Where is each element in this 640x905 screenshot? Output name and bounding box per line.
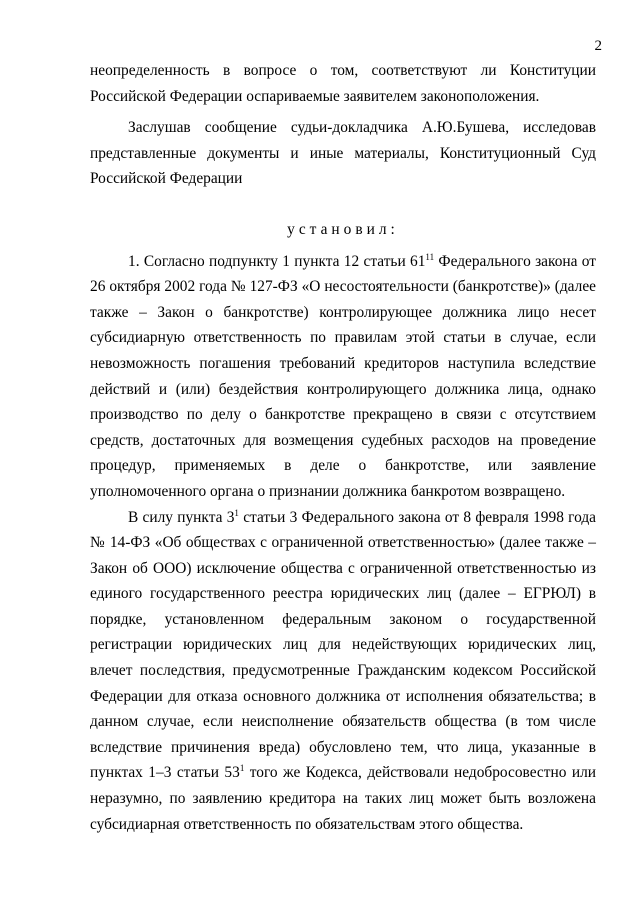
page-number: 2 xyxy=(594,38,602,54)
paragraph-2-superscript-a: 1 xyxy=(234,507,239,518)
paragraph-1-superscript: 11 xyxy=(425,251,435,262)
paragraph-1-text-a: 1. Согласно подпункту 1 пункта 12 статьи 61 xyxy=(128,252,426,270)
paragraph-1 xyxy=(90,249,596,505)
paragraph-2-superscript-b: 1 xyxy=(239,763,245,774)
paragraph-2 xyxy=(90,505,596,838)
paragraph-2-text-c: того же Кодекса, действовали недобросовестно или неразумно, по заявлению кредитора на таких лиц может быть возложена субсидиарная ответственность по обязательствам этого общества. xyxy=(90,764,596,833)
paragraph-2-text-b: статьи 3 Федерального закона от 8 февраля 1998 года № 14-ФЗ «Об обществах с ограниченной ответственностью» (далее также – Закон об ООО) исключение общества с ограниченной ответственностью из единого государственного реестра юридических лиц (далее – ЕГРЮЛ) в порядке, установленном федеральным законом о государственной регистрации юридических лиц для недействующих юридических лиц, влечет последствия, предусмотренные Гражданским кодексом Российской Федерации для отказа основного должника от исполнения обязательства; в данном случае, если неисполнение обязательств общества (в том числе вследствие причинения вреда) обусловлено тем, что лица, указанные в пунктах 1–3 статьи 53 xyxy=(90,508,597,782)
paragraph-2-text-a: В силу пункта 3 xyxy=(128,508,235,526)
document-body xyxy=(90,58,596,837)
paragraph-continuation: неопределенность в вопросе о том, соответствуют ли Конституции Российской Федерации оспариваемые заявителем законоположения. xyxy=(90,62,596,105)
paragraph-hearing: Заслушав сообщение судьи-докладчика А.Ю.Бушева, исследовав представленные документы и иные материалы, Конституционный Суд Российской Федерации xyxy=(90,119,596,188)
paragraph-1-text-b: Федерального закона от 26 октября 2002 года № 127-ФЗ «О несостоятельности (банкротстве)» (далее также – Закон о банкротстве) контролирующее должника лицо несет субсидиарную ответственность по правилам этой статьи в случае, если невозможность погашения требований кредиторов наступила вследствие действий и (или) бездействия контролирующего должника лица, однако производство по делу о банкротстве прекращено в связи с отсутствием средств, достаточных для возмещения судебных расходов на проведение процедур, применяемых в деле о банкротстве, или заявление уполномоченного органа о признании должника банкротом возвращено. xyxy=(90,252,597,500)
section-heading: установил: xyxy=(287,220,399,238)
